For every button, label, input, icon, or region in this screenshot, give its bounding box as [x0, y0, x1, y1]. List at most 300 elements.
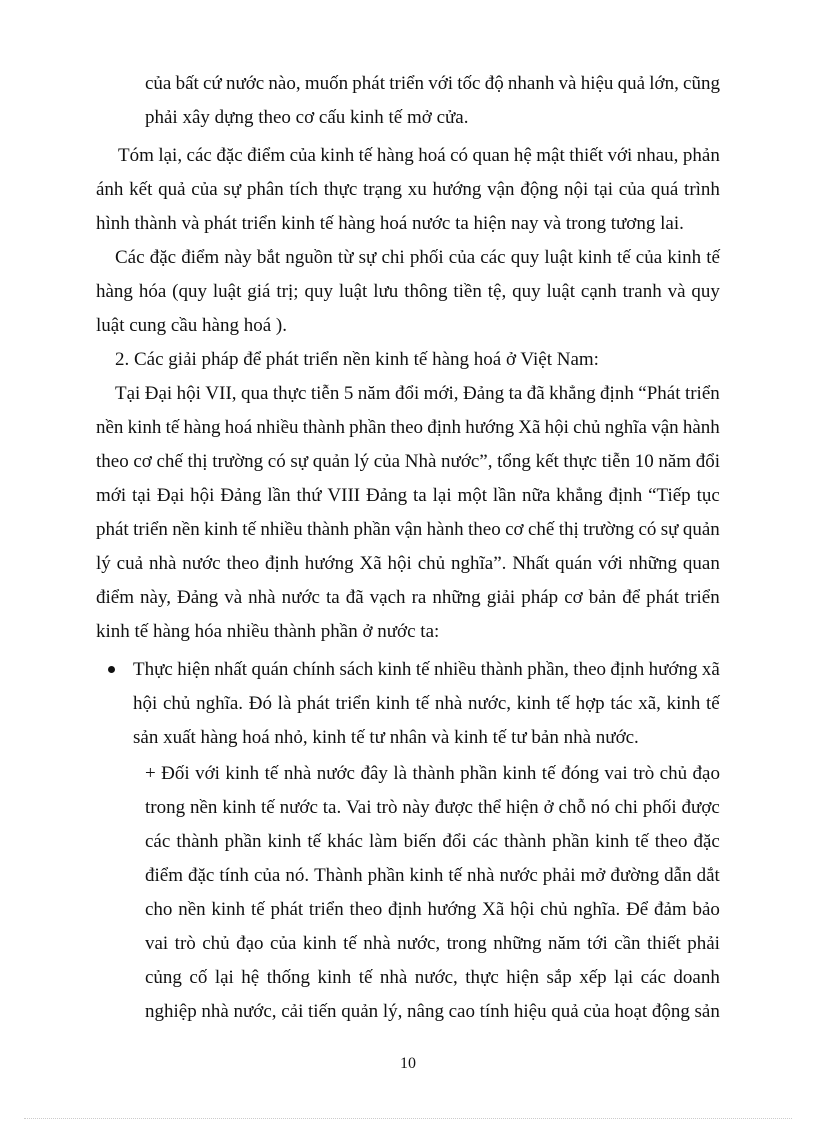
word: xã	[701, 659, 720, 680]
word: nhiều	[256, 417, 299, 438]
word: khác	[327, 831, 363, 852]
word: tế	[358, 145, 373, 166]
word: tới	[587, 933, 608, 954]
word: của	[270, 933, 297, 954]
word: bắt	[256, 247, 281, 268]
word: hoá	[224, 417, 253, 438]
word: kinh	[127, 417, 162, 438]
word: thực	[323, 179, 358, 200]
sub-item-line	[145, 830, 720, 854]
word: điểm	[247, 145, 286, 166]
word: của	[145, 73, 172, 94]
word: Đảng	[220, 485, 262, 506]
word: thiết	[647, 933, 681, 954]
word: thực	[465, 967, 499, 988]
word: hành	[682, 417, 720, 438]
word: Để	[626, 899, 649, 920]
word: xu	[407, 179, 427, 200]
word: những	[493, 933, 542, 954]
word: phần	[460, 763, 498, 784]
word: hội	[133, 693, 158, 714]
word: nước	[499, 865, 538, 886]
word: phát	[352, 73, 386, 94]
word: dẫn	[664, 865, 692, 886]
word: thực	[272, 383, 307, 404]
word: của	[253, 865, 281, 886]
text-line	[96, 416, 720, 440]
word: vai	[145, 933, 169, 954]
word: đặc	[188, 865, 215, 886]
word: chủ	[417, 553, 446, 574]
word: “Tiếp	[648, 485, 691, 506]
word: củng	[145, 967, 182, 988]
word: điểm	[181, 247, 220, 268]
word: xã,	[638, 693, 661, 714]
word: đảm	[654, 899, 687, 920]
word: quản	[341, 1001, 379, 1022]
page-number: 10	[400, 1055, 416, 1072]
sub-item-line	[145, 796, 720, 820]
word: đây	[360, 763, 388, 784]
word: lại	[214, 967, 234, 988]
word: phần	[552, 831, 590, 852]
word: khẳng	[556, 485, 603, 506]
word: nhiều	[433, 659, 477, 680]
word: nội	[564, 179, 589, 200]
word: nữa	[522, 485, 551, 506]
word: kinh	[317, 967, 352, 988]
word: thị	[187, 451, 208, 472]
word: tốc	[457, 73, 481, 94]
word: thành	[412, 763, 455, 784]
word: quản	[312, 451, 350, 472]
word: qua	[241, 383, 269, 404]
word: hệ	[241, 967, 260, 988]
word: tính	[479, 1001, 510, 1022]
word: có	[638, 519, 657, 540]
word: và	[667, 281, 686, 302]
word: tục	[696, 485, 720, 506]
word: của	[583, 1001, 610, 1022]
word: nền	[96, 417, 124, 438]
word: tế	[250, 899, 265, 920]
word: quản	[682, 519, 720, 540]
word: chỗ	[558, 797, 586, 818]
word: bất	[175, 73, 199, 94]
word: của	[191, 179, 218, 200]
word: kinh	[211, 899, 246, 920]
text-line	[115, 382, 720, 406]
word: cứ	[203, 73, 222, 94]
word: đặc	[693, 831, 720, 852]
word: định	[427, 417, 462, 438]
word: nghĩa	[604, 417, 647, 438]
text-line	[115, 246, 720, 270]
word: mới,	[423, 383, 459, 404]
word: các	[472, 831, 498, 852]
word: tổng	[497, 451, 531, 472]
word: cho	[145, 899, 173, 920]
word: phát	[297, 693, 330, 714]
word: luật	[338, 281, 368, 302]
word: VIII	[327, 485, 361, 506]
word: này	[402, 797, 430, 818]
word: kinh	[516, 693, 551, 714]
word: tranh	[622, 281, 662, 302]
word: tế	[635, 831, 649, 852]
word: thể	[477, 797, 502, 818]
word: có	[450, 145, 469, 166]
word: trong	[446, 933, 487, 954]
word: nền	[172, 519, 200, 540]
word: kinh	[502, 763, 537, 784]
word: triển	[684, 587, 720, 608]
word: của	[448, 247, 476, 268]
word: vận	[651, 417, 679, 438]
word: phối	[409, 247, 444, 268]
word: nhanh	[507, 73, 555, 94]
word: quy	[304, 281, 333, 302]
word: sắp	[546, 967, 572, 988]
word: hội	[176, 383, 201, 404]
text-line	[96, 484, 720, 508]
word: quả	[551, 1001, 579, 1022]
word: chế	[527, 519, 555, 540]
word: phải	[687, 933, 720, 954]
word: đổi	[695, 451, 720, 472]
text-line	[96, 178, 720, 202]
word: thiết	[569, 145, 604, 166]
word: thống	[266, 967, 310, 988]
bullet-text-line: sản xuất hàng hoá nhỏ, kinh tế tư nhân và kinh tế tư bản nhà nước.	[133, 727, 639, 748]
word: cũng	[683, 73, 720, 94]
word: đặc	[149, 247, 177, 268]
word: chính	[292, 659, 336, 680]
word: đạo	[692, 763, 720, 784]
word: trò	[174, 933, 196, 954]
word: vận	[394, 519, 423, 540]
word: thành	[306, 519, 350, 540]
word: hội	[387, 553, 412, 574]
sub-item-line	[145, 864, 720, 888]
word: trường	[583, 519, 635, 540]
word: khẳng	[549, 383, 596, 404]
word: nó.	[285, 865, 310, 886]
word: điểm	[145, 865, 183, 886]
word: kinh	[320, 145, 355, 166]
word: của	[635, 247, 663, 268]
word: định	[610, 659, 645, 680]
word: tại	[594, 179, 614, 200]
word: theo	[96, 451, 129, 472]
word: luật	[546, 281, 575, 302]
word: thành	[176, 831, 219, 852]
word: năm	[357, 383, 391, 404]
word: chủ	[540, 899, 568, 920]
word: sản	[694, 1001, 720, 1022]
word: Nhất	[512, 553, 550, 574]
word: vai	[604, 763, 628, 784]
word: trong	[145, 797, 186, 818]
word: tế	[242, 519, 256, 540]
word: kinh	[666, 693, 701, 714]
word: 5	[343, 383, 354, 404]
word: sự	[660, 519, 679, 540]
word: ta	[325, 587, 340, 608]
word: tế	[264, 763, 279, 784]
word: triển	[335, 693, 371, 714]
word: nghiệp	[145, 1001, 197, 1022]
word: Thực	[133, 659, 173, 680]
word: chủ	[573, 417, 601, 438]
word: tế	[706, 247, 720, 268]
word: và	[558, 73, 577, 94]
word: điểm	[96, 587, 134, 608]
word: đã	[526, 383, 545, 404]
word: một	[457, 485, 488, 506]
word: độ	[484, 73, 504, 94]
word: kinh	[267, 831, 302, 852]
word: kinh	[204, 519, 238, 540]
word: trường	[212, 451, 264, 472]
word: Đảng	[365, 485, 408, 506]
word: kinh	[578, 247, 612, 268]
word: quán	[555, 553, 593, 574]
word: tế	[706, 693, 720, 714]
word: triển	[389, 73, 425, 94]
word: tế	[261, 797, 275, 818]
word: các	[480, 247, 506, 268]
word: nước	[279, 797, 318, 818]
word: tính	[219, 865, 249, 886]
word: kinh	[377, 659, 412, 680]
word: để	[622, 587, 641, 608]
word: kết	[129, 179, 153, 200]
word: động	[651, 1001, 690, 1022]
word: nước	[225, 73, 265, 94]
word: đạo	[236, 933, 264, 954]
word: trạng	[363, 179, 403, 200]
word: lần	[492, 485, 517, 506]
word: hướng	[304, 553, 354, 574]
word: của	[289, 145, 316, 166]
word: tế	[616, 247, 631, 268]
word: tế	[415, 693, 430, 714]
word: hiện	[506, 967, 539, 988]
word: VII,	[205, 383, 237, 404]
word: dắt	[696, 865, 720, 886]
word: đổi	[442, 831, 467, 852]
word: luật	[212, 281, 242, 302]
word: nền	[190, 797, 218, 818]
word: chủ	[202, 933, 230, 954]
word: phát	[96, 519, 129, 540]
word: hội	[544, 417, 569, 438]
word: triển	[133, 519, 168, 540]
text-line	[96, 280, 720, 304]
word: kinh	[409, 865, 444, 886]
word: định	[608, 485, 643, 506]
word: nước,	[233, 1001, 277, 1022]
text-line	[96, 586, 720, 610]
word: với	[597, 553, 623, 574]
word: đặc	[216, 145, 243, 166]
word: phối	[642, 797, 677, 818]
word: các	[186, 145, 212, 166]
word: nhà	[148, 553, 177, 574]
word: quy	[510, 247, 540, 268]
word: hiệu	[580, 73, 614, 94]
word: thứ	[296, 485, 322, 506]
word: phần,	[527, 659, 569, 680]
word: của	[618, 179, 646, 200]
word: trò	[376, 797, 398, 818]
word: nhất	[214, 659, 248, 680]
word: định	[265, 553, 299, 574]
word: hợp	[575, 693, 605, 714]
word: phát	[270, 899, 304, 920]
word: này	[224, 247, 252, 268]
word: nghĩa”.	[451, 553, 507, 574]
word: Đảng	[177, 587, 219, 608]
word: quy	[512, 281, 541, 302]
word: hướng	[432, 179, 482, 200]
word: vận	[487, 179, 515, 200]
word: 10	[634, 451, 654, 472]
word: là	[393, 763, 408, 784]
word: nó	[590, 797, 610, 818]
text-line: phải xây dựng theo cơ cấu kinh tế mở cửa.	[145, 107, 469, 128]
word: xếp	[579, 967, 607, 988]
word: chủ	[162, 693, 191, 714]
word: ở	[543, 797, 554, 818]
word: tệ,	[487, 281, 507, 302]
word: ta.	[322, 797, 342, 818]
word: lại	[614, 967, 634, 988]
word: tế	[415, 659, 430, 680]
word: (quy	[172, 281, 207, 302]
word: Xã	[359, 553, 382, 574]
word: tế	[165, 417, 180, 438]
word: theo	[226, 553, 260, 574]
word: thực	[563, 451, 597, 472]
page-bottom-divider	[24, 1118, 792, 1119]
word: biến	[403, 831, 437, 852]
word: hành	[426, 519, 464, 540]
word: có	[267, 451, 286, 472]
word: sự	[223, 179, 242, 200]
word: nước	[281, 587, 320, 608]
word: ta	[413, 485, 427, 506]
word: hội	[190, 485, 215, 506]
word: hiệu	[513, 1001, 547, 1022]
word: sự	[358, 247, 377, 268]
word: phần	[353, 519, 391, 540]
word: lớn,	[649, 73, 679, 94]
word: lưu	[373, 281, 399, 302]
word: và	[224, 587, 243, 608]
word: theo	[573, 659, 607, 680]
word: lại	[432, 485, 452, 506]
word: chi	[614, 797, 638, 818]
sub-item-line	[145, 762, 720, 786]
word: giá	[247, 281, 271, 302]
bullet-dot-icon	[108, 666, 115, 673]
word: hiện	[505, 797, 539, 818]
word: trình	[684, 179, 720, 200]
word: này,	[140, 587, 171, 608]
word: phần	[349, 417, 387, 438]
word: nhà	[283, 763, 312, 784]
text-line	[145, 72, 720, 96]
word: nghĩa.	[196, 693, 244, 714]
word: kinh	[667, 247, 702, 268]
word: nâng	[407, 1001, 444, 1022]
word: lý	[96, 553, 111, 574]
word: từ	[337, 247, 354, 268]
word: kinh	[225, 763, 260, 784]
word: nhiều	[260, 519, 303, 540]
word: hội	[510, 899, 535, 920]
word: nhà	[363, 933, 391, 954]
word: đóng	[560, 763, 599, 784]
word: phần	[224, 831, 262, 852]
text-line	[96, 518, 720, 542]
word: trò	[633, 763, 655, 784]
word: +	[145, 763, 156, 784]
word: chi	[381, 247, 405, 268]
word: các	[640, 967, 666, 988]
word: nhà	[467, 865, 495, 886]
word: pháp	[521, 587, 559, 608]
word: Xã	[482, 899, 505, 920]
text-line: kinh tế hàng hóa nhiều thành phần ở nước ta:	[96, 621, 440, 642]
word: theo	[349, 899, 383, 920]
word: theo	[390, 417, 424, 438]
word: động	[520, 179, 559, 200]
word: lần	[267, 485, 291, 506]
word: quả	[617, 73, 646, 94]
word: hàng	[183, 417, 221, 438]
word: với	[607, 145, 633, 166]
word: nguồn	[285, 247, 333, 268]
word: đường	[610, 865, 660, 886]
word: phản	[682, 145, 720, 166]
word: Tại	[115, 383, 141, 404]
word: Đại	[144, 383, 173, 404]
word: cơ	[564, 587, 583, 608]
word: “Phát	[638, 383, 681, 404]
word: quan	[682, 553, 720, 574]
bullet-text-line	[133, 692, 720, 716]
word: cần	[614, 933, 641, 954]
word: tiền	[453, 281, 482, 302]
word: tại	[131, 485, 151, 506]
word: nước”,	[441, 451, 493, 472]
word: tác	[610, 693, 633, 714]
word: Vai	[346, 797, 372, 818]
word: trị;	[276, 281, 299, 302]
word: muốn	[304, 73, 349, 94]
word: theo	[654, 831, 688, 852]
word: kinh	[376, 693, 410, 714]
word: cơ	[505, 519, 524, 540]
sub-item-line	[145, 1000, 720, 1024]
text-line	[96, 450, 720, 474]
word: vạch	[369, 587, 406, 608]
word: Nhà	[404, 451, 437, 472]
word: nào,	[268, 73, 301, 94]
